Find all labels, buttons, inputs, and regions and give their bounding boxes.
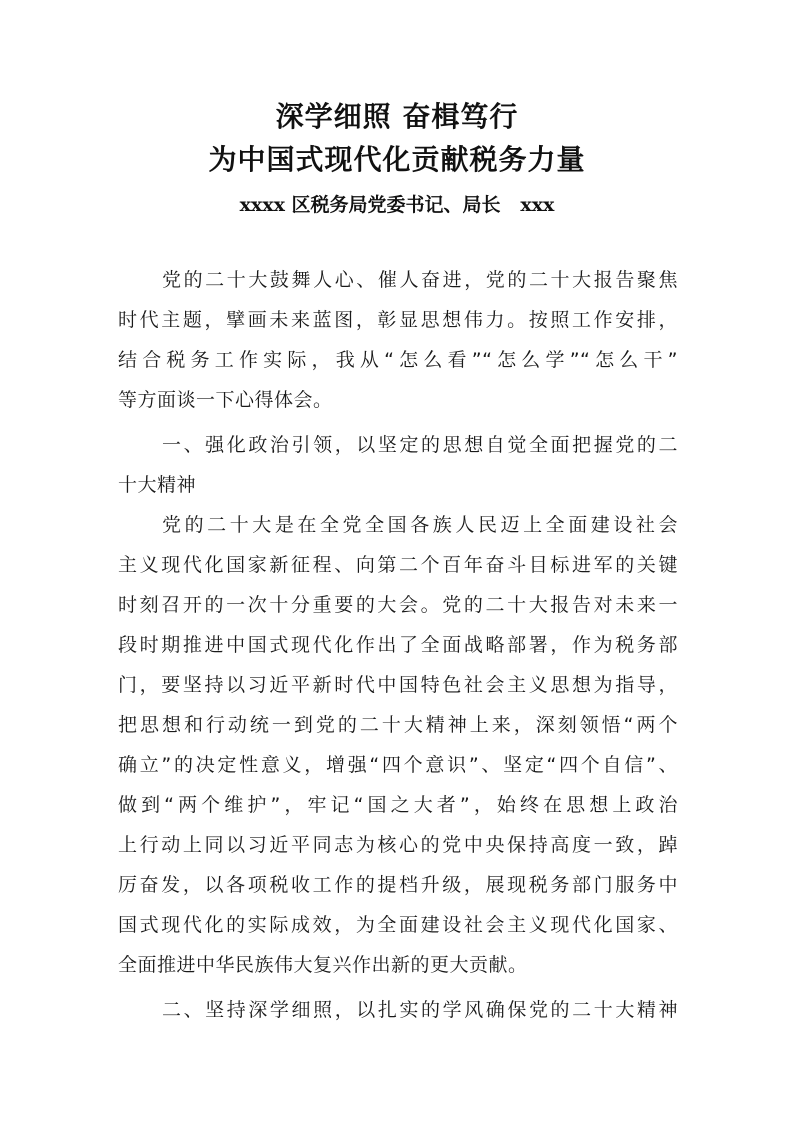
paragraph-line: 党的二十大鼓舞人心、催人奋进，党的二十大报告聚焦 (162, 269, 678, 291)
paragraph-line: 厉奋发，以各项税收工作的提档升级，展现税务部门服务中 (118, 874, 678, 896)
paragraph-line: 国式现代化的实际成效，为全面建设社会主义现代化国家、 (118, 914, 678, 936)
author-byline: xxxx 区税务局党委书记、局长 xxx (239, 194, 555, 216)
paragraph-line: 段时期推进中国式现代化作出了全面战略部署，作为税务部 (118, 634, 678, 656)
paragraph-line: 党的二十大是在全党全国各族人民迈上全面建设社会 (162, 514, 678, 536)
paragraph-line: 确立”的决定性意义，增强“四个意识”、坚定“四个自信”、 (118, 754, 678, 776)
paragraph-line: 主义现代化国家新征程、向第二个百年奋斗目标进军的关键 (118, 554, 678, 576)
document-title-line-2: 为中国式现代化贡献税务力量 (208, 143, 586, 176)
document-title-line-1: 深学细照 奋楫笃行 (275, 100, 519, 133)
paragraph-line: 门，要坚持以习近平新时代中国特色社会主义思想为指导， (118, 674, 678, 696)
section-heading-line: 二、坚持深学细照，以扎实的学风确保党的二十大精神 (162, 999, 678, 1021)
paragraph-line: 时代主题，擘画未来蓝图，彰显思想伟力。按照工作安排， (118, 309, 678, 331)
section-heading-line: 一、强化政治引领，以坚定的思想自觉全面把握党的二 (162, 434, 678, 456)
section-heading-line: 十大精神 (118, 474, 197, 496)
paragraph-line: 上行动上同以习近平同志为核心的党中央保持高度一致，踔 (118, 834, 678, 856)
paragraph-line: 等方面谈一下心得体会。 (118, 389, 333, 411)
paragraph-line: 做到“两个维护”，牢记“国之大者”，始终在思想上政治 (118, 794, 678, 816)
paragraph-line: 结合税务工作实际，我从“怎么看”“怎么学”“怎么干” (118, 349, 678, 371)
paragraph-line: 全面推进中华民族伟大复兴作出新的更大贡献。 (118, 954, 528, 976)
paragraph-line: 把思想和行动统一到党的二十大精神上来，深刻领悟“两个 (118, 714, 678, 736)
paragraph-line: 时刻召开的一次十分重要的大会。党的二十大报告对未来一 (118, 594, 678, 616)
